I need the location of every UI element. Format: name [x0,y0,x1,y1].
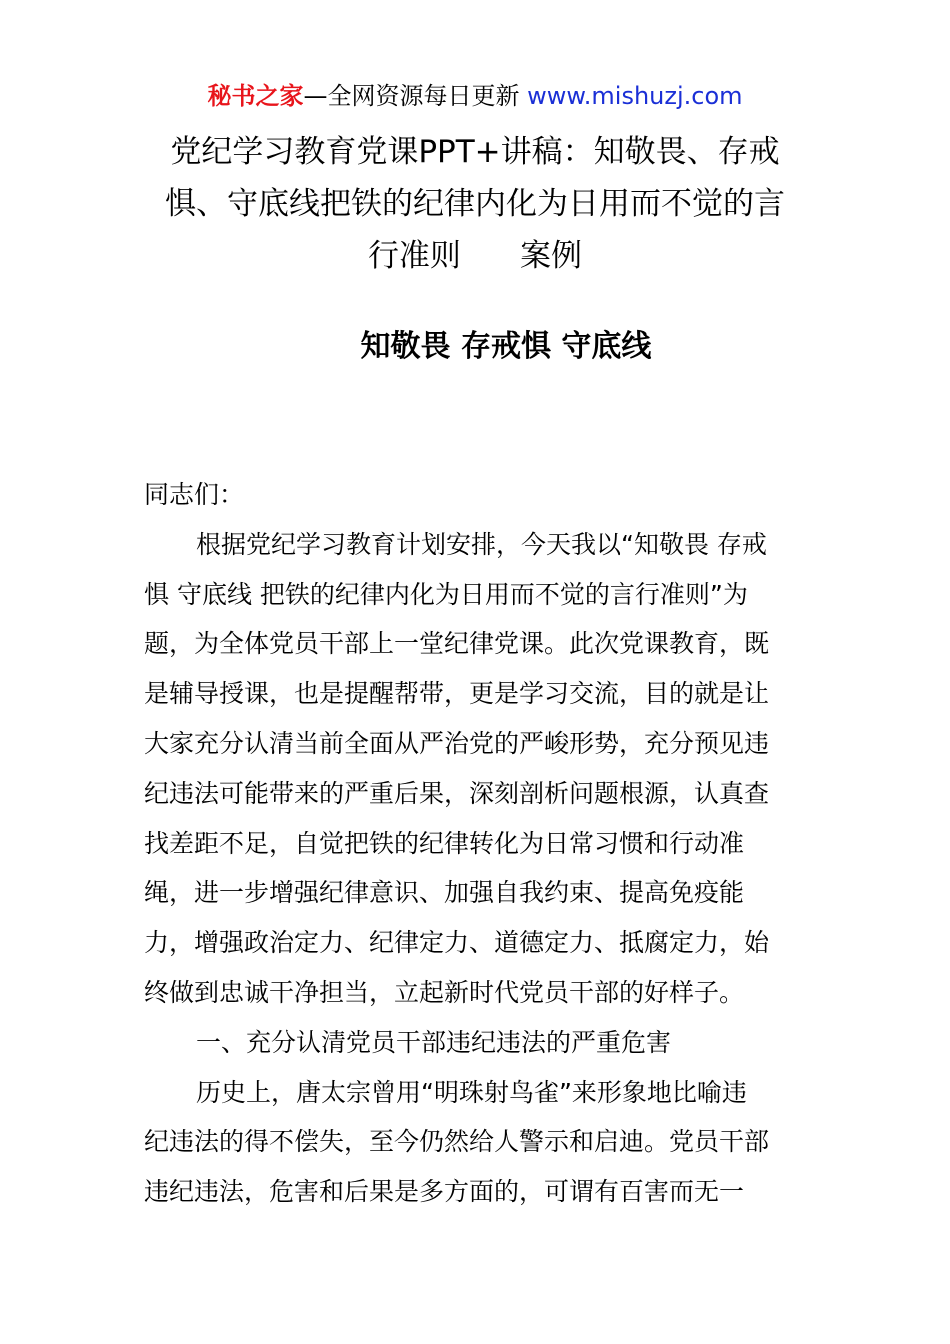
site-header [0,80,950,112]
document-subtitle: 知敬畏 存戒惧 守底线 [360,329,652,364]
body-line: 根据党纪学习教育计划安排，今天我以“知敬畏 存戒 [196,529,767,559]
brand-name: 秘书之家 [207,82,304,110]
body-line: 大家充分认清当前全面从严治党的严峻形势，充分预见违 [144,728,770,758]
body-line: 纪违法的得不偿失，至今仍然给人警示和启迪。党员干部 [144,1127,770,1157]
body-line: 绳，进一步增强纪律意识、加强自我约束、提高免疫能 [144,878,745,908]
site-url-link[interactable]: www.mishuzj.com [527,82,743,110]
body-line: 力，增强政治定力、纪律定力、道德定力、抵腐定力，始 [144,928,770,958]
body-line: 是辅导授课，也是提醒帮带，更是学习交流，目的就是让 [144,679,770,709]
title-line: 惧、守底线把铁的纪律内化为日用而不觉的言 [165,186,785,222]
body-line: 题，为全体党员干部上一堂纪律党课。此次党课教育，既 [144,629,770,659]
body-line: 历史上，唐太宗曾用“明珠射鸟雀”来形象地比喻违 [196,1077,747,1107]
title-line: 行准则 案例 [367,238,583,274]
title-line: 党纪学习教育党课PPT+讲稿：知敬畏、存戒 [170,134,780,170]
body-line: 惧 守底线 把铁的纪律内化为日用而不觉的言行准则”为 [144,579,748,609]
body-line: 违纪违法，危害和后果是多方面的，可谓有百害而无一 [144,1177,745,1207]
document-title [140,126,810,282]
body-text [144,470,794,1217]
body-line: 找差距不足，自觉把铁的纪律转化为日常习惯和行动准 [144,828,745,858]
header-tagline: —全网资源每日更新 [303,82,528,110]
body-line: 纪违法可能带来的严重后果，深刻剖析问题根源，认真查 [144,778,770,808]
salutation: 同志们： [144,480,245,509]
body-line: 一、充分认清党员干部违纪违法的严重危害 [196,1027,672,1057]
body-line: 终做到忠诚干净担当，立起新时代党员干部的好样子。 [144,977,745,1007]
